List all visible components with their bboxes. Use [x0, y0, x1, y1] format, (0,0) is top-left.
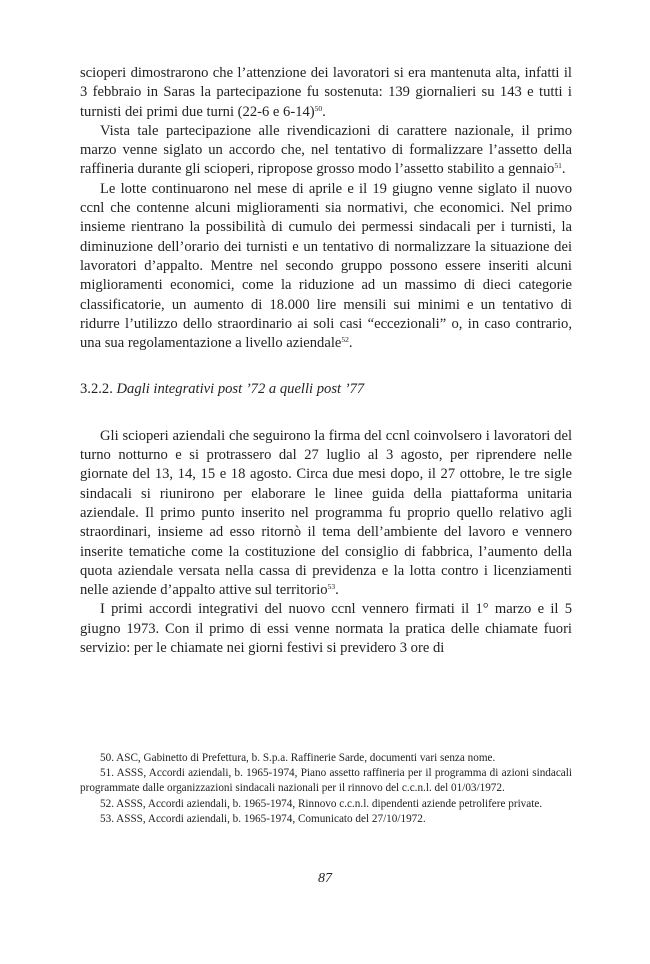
paragraph-3-text: Le lotte continuarono nel mese di aprile e il 19 giugno venne siglato il nuovo ccnl che contenne alcuni miglioramenti sia normativi, che economici. Nel primo insieme rientrano la possibilità di cumulo dei permessi sindacali per i turnisti, la diminuzione dell’orario dei turnisti e un tentativo di normalizzare la situazione dei lavoratori d’appalto. Mentre nel secondo gruppo possono essere inseriti alcuni miglioramenti economici, come la riduzione ad un massimo di dieci categorie classificatorie, un aumento di 18.000 lire mensili sui minimi e un tentativo di ridurre l’utilizzo dello straordinario ai soli casi “eccezionali” o, in caso contrario, una sua regolamentazione a livello aziendale [80, 180, 572, 352]
footnote-50: 50. ASC, Gabinetto di Prefettura, b. S.p.a. Raffinerie Sarde, documenti vari senza nome. [100, 752, 496, 764]
footnote-ref-53[interactable]: 53 [327, 582, 336, 592]
paragraph-4 [80, 427, 572, 601]
footnote-51: 51. ASSS, Accordi aziendali, b. 1965-1974, Piano assetto raffineria per il programma di azioni sindacali programmate dalle organizzazioni sindacali nazionali per il rinnovo del c.c.n.l. del 01/03/1972. [80, 767, 572, 795]
paragraph-1 [80, 64, 572, 122]
section-heading [80, 380, 572, 399]
footnote-ref-51[interactable]: 51 [554, 161, 562, 171]
paragraph-3-tail: . [348, 335, 353, 352]
paragraph-5-text: I primi accordi integrativi del nuovo ccnl vennero firmati il 1° marzo e il 5 giugno 1973. Con il primo di essi venne normata la pratica delle chiamate fuori servizio: per le chiamate nei giorni festivi si previdero 3 ore di [80, 601, 572, 657]
paragraph-4-text: Gli scioperi aziendali che seguirono la firma del ccnl coinvolsero i lavoratori del turno notturno e si protrassero dal 27 luglio al 3 agosto, per riprendere nelle giornate del 13, 14, 15 e 18 agosto. Circa due mesi dopo, il 27 ottobre, le tre sigle sindacali si riunirono per elaborare le linee guida della piattaforma unitaria aziendale. Il primo punto inserito nel programma fu proprio quello relativo agli straordinari, insieme ad esso ritornò il tema dell’ambiente del lavoro e vennero inserite tematiche come la costituzione del consiglio di fabbrica, l’aumento della quota aziendale versata nella cassa di previdenza e la lotta contro i licenziamenti nelle aziende d’appalto attive sul territorio [80, 427, 572, 599]
section-number: 3.2.2. [80, 381, 113, 398]
paragraph-5 [80, 600, 572, 658]
paragraph-2-tail: . [561, 161, 566, 178]
paragraph-2 [80, 122, 572, 180]
footnote-52: 52. ASSS, Accordi aziendali, b. 1965-1974, Rinnovo c.c.n.l. dipendenti aziende petrolifere private. [100, 797, 543, 810]
section-title: Dagli integrativi post ’72 a quelli post ’77 [116, 381, 365, 398]
footnotes [80, 751, 572, 827]
paragraph-4-tail: . [335, 582, 339, 599]
footnote-ref-52[interactable]: 52 [341, 335, 349, 345]
paragraph-2-text: Vista tale partecipazione alle rivendicazioni di carattere nazionale, il primo marzo venne siglato un accordo che, nel tentativo di formalizzare l’assetto della raffineria durante gli scioperi, ripropose grosso modo l’assetto stabilito a gennaio [80, 122, 572, 178]
paragraph-3 [80, 180, 572, 354]
paragraph-1-text: scioperi dimostrarono che l’attenzione dei lavoratori si era mantenuta alta, infatti il 3 febbraio in Saras la partecipazione fu sostenuta: 139 giornalieri su 143 e tutti i turnisti dei primi due turni (22-6 e 6-14) [80, 65, 572, 120]
body-text [80, 64, 572, 658]
page-number: 87 [318, 871, 332, 886]
paragraph-1-tail: . [322, 103, 326, 120]
footnote-53: 53. ASSS, Accordi aziendali, b. 1965-1974, Comunicato del 27/10/1972. [100, 812, 426, 825]
footnote-ref-50[interactable]: 50 [314, 103, 323, 113]
